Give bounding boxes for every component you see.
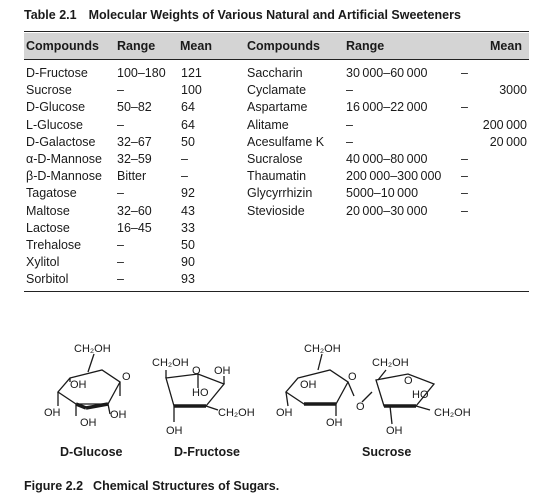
right-mean-cell: – xyxy=(461,203,468,218)
left-mean-cell: 64 xyxy=(181,100,195,115)
left-compound-cell: D-Fructose xyxy=(26,66,88,80)
table-header xyxy=(24,33,529,60)
fructose-ring-o-label: O xyxy=(192,365,201,377)
left-range-cell: – xyxy=(117,186,124,201)
header-compounds-right: Compounds xyxy=(247,39,320,53)
right-mean-cell: – xyxy=(461,100,468,115)
right-compound-cell: Sucralose xyxy=(247,152,303,166)
right-mean-cell: 3000 xyxy=(499,83,527,98)
fructose-structure-label: D-Fructose xyxy=(174,445,240,459)
left-mean-cell: 92 xyxy=(181,186,195,201)
figure-title: Chemical Structures of Sugars. xyxy=(93,479,280,493)
right-range-cell: – xyxy=(346,134,353,149)
left-mean-cell: 90 xyxy=(181,255,195,270)
left-mean-cell: 93 xyxy=(181,272,195,287)
right-compound-cell: Cyclamate xyxy=(247,83,307,98)
left-range-cell: 32–60 xyxy=(117,203,152,218)
right-range-cell: 16 000–22 000 xyxy=(346,100,428,115)
right-range-cell: 5000–10 000 xyxy=(346,186,419,201)
right-compound-cell: Acesulfame K xyxy=(247,134,325,149)
right-range-cell: 40 000–80 000 xyxy=(346,152,428,166)
left-mean-cell: 43 xyxy=(181,203,195,218)
sucrose-glucose-ring xyxy=(286,370,348,404)
left-range-cell: 16–45 xyxy=(117,220,152,235)
sucrose-oh-label: OH xyxy=(386,425,403,437)
fructose-oh-label: OH xyxy=(166,425,183,437)
figure-number: Figure 2.2 xyxy=(24,479,84,493)
right-range-cell: 20 000–30 000 xyxy=(346,203,428,218)
left-mean-cell: 50 xyxy=(181,134,195,149)
left-mean-cell: 64 xyxy=(181,117,195,132)
sucrose-ho-label: HO xyxy=(412,389,429,401)
left-compound-cell: D-Glucose xyxy=(26,100,86,115)
left-compound-cell: Xylitol xyxy=(26,255,60,270)
left-range-cell: 100–180 xyxy=(117,66,166,80)
left-compound-cell: D-Galactose xyxy=(26,134,96,149)
glucose-ch2oh-label: CH₂OH xyxy=(74,343,111,355)
right-compound-cell: Thaumatin xyxy=(247,169,307,184)
glucose-oh-label: OH xyxy=(80,417,97,429)
left-mean-cell: 50 xyxy=(181,238,195,252)
right-compound-cell: Glycyrrhizin xyxy=(247,186,313,201)
left-mean-cell: – xyxy=(181,152,188,166)
fructose-ch2oh-label: CH₂OH xyxy=(152,357,189,369)
right-mean-cell: – xyxy=(461,152,468,166)
left-mean-cell: 33 xyxy=(181,220,195,235)
figure-caption xyxy=(24,479,279,493)
sucrose-ch2oh-label: CH₂OH xyxy=(434,407,471,419)
sucrose-glycosidic-o-label: O xyxy=(356,401,365,413)
right-compound-cell: Stevioside xyxy=(247,203,305,218)
glucose-oh-label: OH xyxy=(70,379,87,391)
glucose-oh-label: OH xyxy=(44,407,61,419)
left-range-cell: – xyxy=(117,117,124,132)
right-mean-cell: – xyxy=(461,186,468,201)
left-range-cell: – xyxy=(117,83,124,98)
sucrose-ch2oh-label: CH₂OH xyxy=(304,343,341,355)
left-compound-cell: α-D-Mannose xyxy=(26,152,103,166)
sucrose-ring-o-label: O xyxy=(404,375,413,387)
right-compound-cell: Aspartame xyxy=(247,100,308,115)
glucose-ring-o-label: O xyxy=(122,371,131,383)
left-range-cell: – xyxy=(117,238,124,252)
table-number: Table 2.1 xyxy=(24,8,77,22)
left-range-cell: – xyxy=(117,255,124,270)
glucose-oh-label: OH xyxy=(110,409,127,421)
right-mean-cell: 200 000 xyxy=(482,117,527,132)
left-compound-cell: β-D-Mannose xyxy=(26,169,102,184)
left-mean-cell: – xyxy=(181,169,188,184)
left-compound-cell: Sorbitol xyxy=(26,272,69,287)
header-mean-left: Mean xyxy=(180,39,212,53)
glucose-structure-label: D-Glucose xyxy=(60,445,123,459)
sucrose-ch2oh-label: CH₂OH xyxy=(372,357,409,369)
sweetener-table xyxy=(24,31,529,292)
left-compound-cell: Tagatose xyxy=(26,186,77,201)
left-range-cell: – xyxy=(117,272,124,287)
right-range-cell: – xyxy=(346,117,353,132)
fructose-ch2oh-label: CH₂OH xyxy=(218,407,255,419)
fructose-ho-label: HO xyxy=(192,387,209,399)
table-title: Molecular Weights of Various Natural and Artificial Sweeteners xyxy=(88,8,461,22)
left-range-cell: 32–59 xyxy=(117,152,152,166)
glucose-ring xyxy=(58,370,120,404)
sucrose-structure-label: Sucrose xyxy=(362,445,412,459)
header-mean-right: Mean xyxy=(490,39,522,53)
left-mean-cell: 121 xyxy=(181,66,202,80)
header-range-right: Range xyxy=(346,39,385,53)
right-compound-cell: Alitame xyxy=(247,117,289,132)
right-mean-cell: – xyxy=(461,66,468,80)
right-mean-cell: – xyxy=(461,169,468,184)
right-range-cell: 200 000–300 000 xyxy=(346,169,442,184)
right-mean-cell: 20 000 xyxy=(489,134,527,149)
header-range-left: Range xyxy=(117,39,156,53)
right-range-cell: – xyxy=(346,83,353,98)
sucrose-oh-label: OH xyxy=(326,417,343,429)
sucrose-oh-label: OH xyxy=(276,407,293,419)
left-range-cell: 32–67 xyxy=(117,134,152,149)
sugar-structures xyxy=(0,330,540,470)
left-range-cell: 50–82 xyxy=(117,100,152,115)
left-compound-cell: Maltose xyxy=(26,203,70,218)
table-caption xyxy=(24,8,461,22)
right-range-cell: 30 000–60 000 xyxy=(346,66,428,80)
sucrose-oh-label: OH xyxy=(300,379,317,391)
right-compound-cell: Saccharin xyxy=(247,66,303,80)
left-mean-cell: 100 xyxy=(181,83,202,98)
left-compound-cell: Lactose xyxy=(26,220,70,235)
left-compound-cell: Sucrose xyxy=(26,83,72,98)
header-compounds-left: Compounds xyxy=(26,39,99,53)
fructose-oh-label: OH xyxy=(214,365,231,377)
left-compound-cell: Trehalose xyxy=(26,238,82,252)
left-compound-cell: L-Glucose xyxy=(26,117,83,132)
sucrose-ring-o-label: O xyxy=(348,371,357,383)
left-range-cell: Bitter xyxy=(117,169,147,184)
